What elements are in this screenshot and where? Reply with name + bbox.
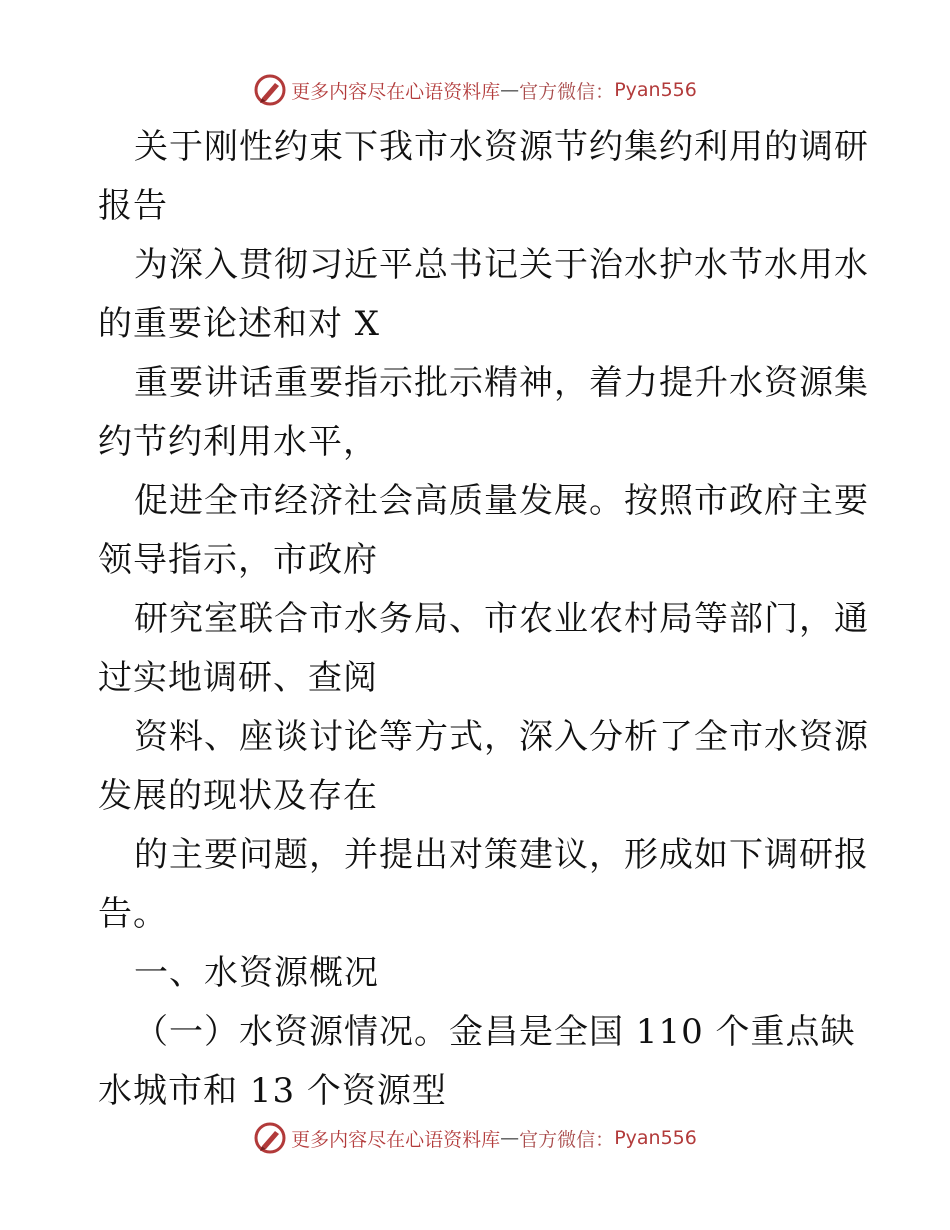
banner-text-wechat-label: 官方微信： (519, 1128, 615, 1151)
paragraph (98, 354, 869, 472)
paragraph-line: （一）水资源情况。金昌是全国 110 个重点缺 (134, 1012, 856, 1052)
paragraph-line: 告。 (98, 894, 168, 934)
paragraph-line: 领导指示，市政府 (98, 540, 378, 580)
paragraph (98, 236, 869, 354)
paragraph-line: 为深入贯彻习近平总书记关于治水护水节水用水 (134, 245, 869, 285)
paragraph (98, 472, 869, 590)
paragraph-line: 研究室联合市水务局、市农业农村局等部门，通 (134, 599, 869, 639)
paragraph-line: 约节约利用水平， (98, 422, 378, 462)
paragraph (98, 590, 869, 708)
paragraph-line: 促进全市经济社会高质量发展。按照市政府主要 (134, 481, 869, 521)
paragraph-line: 发展的现状及存在 (98, 776, 378, 816)
paragraph-line: 的主要问题，并提出对策建议，形成如下调研报 (134, 835, 869, 875)
paragraph (98, 708, 869, 826)
paragraph-line: 水城市和 13 个资源型 (98, 1071, 447, 1111)
paragraph-line: 的重要论述和对 X (98, 304, 381, 344)
paragraph-line: 过实地调研、查阅 (98, 658, 378, 698)
banner-dash: — (500, 1127, 520, 1149)
document-body (98, 118, 869, 1121)
pen-circle-logo-icon (253, 1121, 287, 1155)
banner-text-wechat-label: 官方微信： (519, 80, 615, 103)
banner-text-library: 更多内容尽在心语资料库 (291, 1128, 501, 1151)
banner-text-wechat-id: Pyan556 (614, 1127, 697, 1149)
paragraph-line: 资料、座谈讨论等方式，深入分析了全市水资源 (134, 717, 869, 757)
section-heading (98, 944, 858, 1003)
paragraph-title (98, 118, 869, 236)
paragraph-line: 报告 (98, 186, 168, 226)
paragraph (98, 1003, 858, 1121)
banner-dash: — (500, 79, 520, 101)
banner-text-library: 更多内容尽在心语资料库 (291, 80, 501, 103)
watermark-banner-top (0, 70, 950, 110)
pen-circle-logo-icon (253, 73, 287, 107)
paragraph-line: 一、水资源概况 (134, 953, 379, 993)
watermark-banner-bottom (0, 1118, 950, 1158)
banner-text-wechat-id: Pyan556 (614, 79, 697, 101)
paragraph (98, 826, 869, 944)
paragraph-line: 关于刚性约束下我市水资源节约集约利用的调研 (134, 127, 869, 167)
paragraph-line: 重要讲话重要指示批示精神，着力提升水资源集 (134, 363, 869, 403)
